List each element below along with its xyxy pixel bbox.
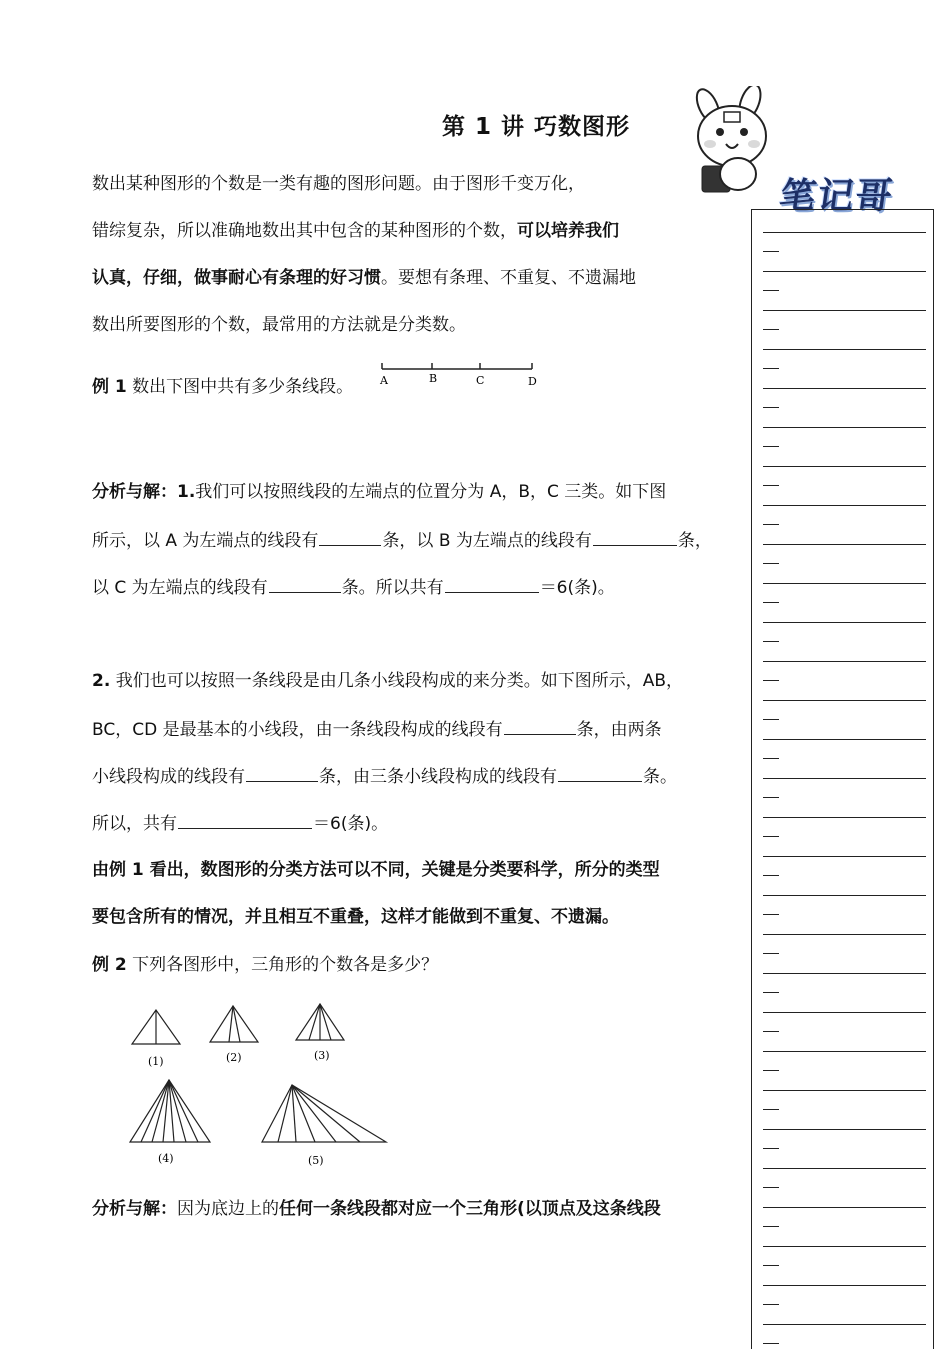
triangle-figure-2: [210, 1006, 258, 1042]
notes-badge-text: 笔记哥: [776, 175, 897, 217]
triangle-label-5: (5): [308, 1154, 324, 1167]
example-2-text: 下列各图形中，三角形的个数各是多少？: [126, 955, 439, 975]
note-line: [763, 739, 926, 759]
analysis-1-text: ＝6(条)。: [539, 578, 615, 598]
page-title: 第 1 讲 巧数图形: [442, 114, 631, 140]
analysis-2-line-2: [92, 716, 662, 742]
intro-line-2: [92, 219, 619, 243]
answer-blank[interactable]: [319, 527, 381, 546]
analysis-1-line-3: [92, 574, 615, 600]
analysis-1-text: 条。所以共有: [341, 578, 444, 598]
note-line: [763, 1012, 926, 1032]
example-2: [92, 953, 438, 977]
analysis-2-text: 所以，共有: [92, 814, 177, 834]
analysis-1-label: 分析与解：: [92, 482, 177, 502]
triangle-label-4: (4): [158, 1152, 174, 1165]
note-line: [763, 232, 926, 252]
analysis-1-line-2: [92, 527, 712, 553]
intro-line-3: [92, 266, 636, 290]
analysis-1-line-1: [92, 480, 666, 504]
note-line: [763, 544, 926, 564]
note-line: [763, 1285, 926, 1305]
note-line: [763, 661, 926, 681]
analysis-1-text: 条，以 B 为左端点的线段有: [382, 531, 592, 551]
analysis-1-text: 以 C 为左端点的线段有: [92, 578, 268, 598]
intro-line-3-text: 。要想有条理、不重复、不遗漏地: [381, 268, 636, 288]
note-line: [763, 1207, 926, 1227]
triangle-figure-5: [262, 1085, 386, 1142]
answer-blank[interactable]: [558, 763, 642, 782]
note-line: [763, 388, 926, 408]
note-line: [763, 310, 926, 330]
analysis-2-line-3: [92, 763, 677, 789]
triangle-label-2: (2): [226, 1051, 242, 1064]
analysis-2-text: 我们也可以按照一条线段是由几条小线段构成的来分类。如下图所示，AB，: [110, 671, 683, 691]
note-line: [763, 583, 926, 603]
answer-blank[interactable]: [246, 763, 318, 782]
analysis-3-line-1: [92, 1197, 661, 1221]
note-line: [763, 1168, 926, 1188]
triangle-figure-1: [132, 1010, 180, 1044]
intro-line-1: 数出某种图形的个数是一类有趣的图形问题。由于图形千变万化，: [92, 174, 585, 194]
answer-blank[interactable]: [593, 527, 677, 546]
analysis-1-step: 1.: [177, 482, 196, 502]
analysis-1-text: 我们可以按照线段的左端点的位置分为 A，B，C 三类。如下图: [195, 482, 667, 502]
notes-panel[interactable]: [751, 209, 934, 1349]
intro-line-2-emphasis: 可以培养我们: [517, 221, 619, 241]
analysis-3-label: 分析与解：: [92, 1199, 177, 1219]
triangle-figures: [120, 998, 400, 1174]
note-line: [763, 505, 926, 525]
triangle-label-3: (3): [314, 1049, 330, 1062]
analysis-2-text: 条。: [643, 767, 677, 787]
intro-line-4: 数出所要图形的个数，最常用的方法就是分类数。: [92, 315, 466, 335]
note-line: [763, 817, 926, 837]
example-1: [92, 375, 353, 399]
note-line: [763, 934, 926, 954]
note-line: [763, 1051, 926, 1071]
analysis-2-text: 条，由三条小线段构成的线段有: [319, 767, 557, 787]
answer-blank[interactable]: [445, 574, 539, 593]
triangle-label-1: (1): [148, 1055, 164, 1068]
note-line: [763, 349, 926, 369]
segment-figure: [378, 358, 540, 394]
intro-line-2-text: 错综复杂，所以准确地数出其中包含的某种图形的个数，: [92, 221, 517, 241]
analysis-2-line-4: [92, 810, 388, 836]
note-line: [763, 1246, 926, 1266]
analysis-2-step: 2.: [92, 671, 111, 691]
example-1-text: 数出下图中共有多少条线段。: [126, 377, 354, 397]
analysis-1-text: 条，: [677, 531, 712, 551]
note-line: [763, 271, 926, 291]
answer-blank[interactable]: [504, 716, 576, 735]
intro-line-3-emphasis: 认真，仔细，做事耐心有条理的好习惯: [92, 268, 381, 288]
note-line: [763, 895, 926, 915]
note-line: [763, 622, 926, 642]
triangle-figure-4: [130, 1080, 210, 1142]
analysis-2-text: BC，CD 是最基本的小线段，由一条线段构成的线段有: [92, 720, 503, 740]
note-line: [763, 973, 926, 993]
note-line: [763, 856, 926, 876]
example-2-label: 例 2: [92, 955, 127, 975]
analysis-2-text: 小线段构成的线段有: [92, 767, 245, 787]
note-line: [763, 1324, 926, 1344]
note-line: [763, 1090, 926, 1110]
triangle-figure-3: [296, 1004, 344, 1040]
note-line: [763, 778, 926, 798]
point-label-b: B: [429, 372, 438, 385]
note-line: [763, 1129, 926, 1149]
point-label-d: D: [528, 375, 537, 388]
note-line: [763, 427, 926, 447]
analysis-3-text: 因为底边上的: [177, 1199, 279, 1219]
answer-blank[interactable]: [269, 574, 341, 593]
conclusion-line-2: 要包含所有的情况，并且相互不重叠，这样才能做到不重复、不遗漏。: [92, 907, 619, 927]
example-1-label: 例 1: [92, 377, 127, 397]
answer-blank[interactable]: [178, 810, 312, 829]
point-label-a: A: [380, 374, 388, 387]
analysis-2-text: 条，由两条: [576, 720, 662, 740]
analysis-2-text: ＝6(条)。: [313, 814, 389, 834]
analysis-3-emphasis: 任何一条线段都对应一个三角形(以顶点及这条线段: [279, 1199, 661, 1219]
point-label-c: C: [476, 374, 485, 387]
conclusion-line-1: 由例 1 看出，数图形的分类方法可以不同，关键是分类要科学，所分的类型: [92, 860, 660, 880]
analysis-2-line-1: [92, 669, 683, 693]
note-line: [763, 466, 926, 486]
analysis-1-text: 所示，以 A 为左端点的线段有: [92, 531, 319, 551]
note-line: [763, 700, 926, 720]
